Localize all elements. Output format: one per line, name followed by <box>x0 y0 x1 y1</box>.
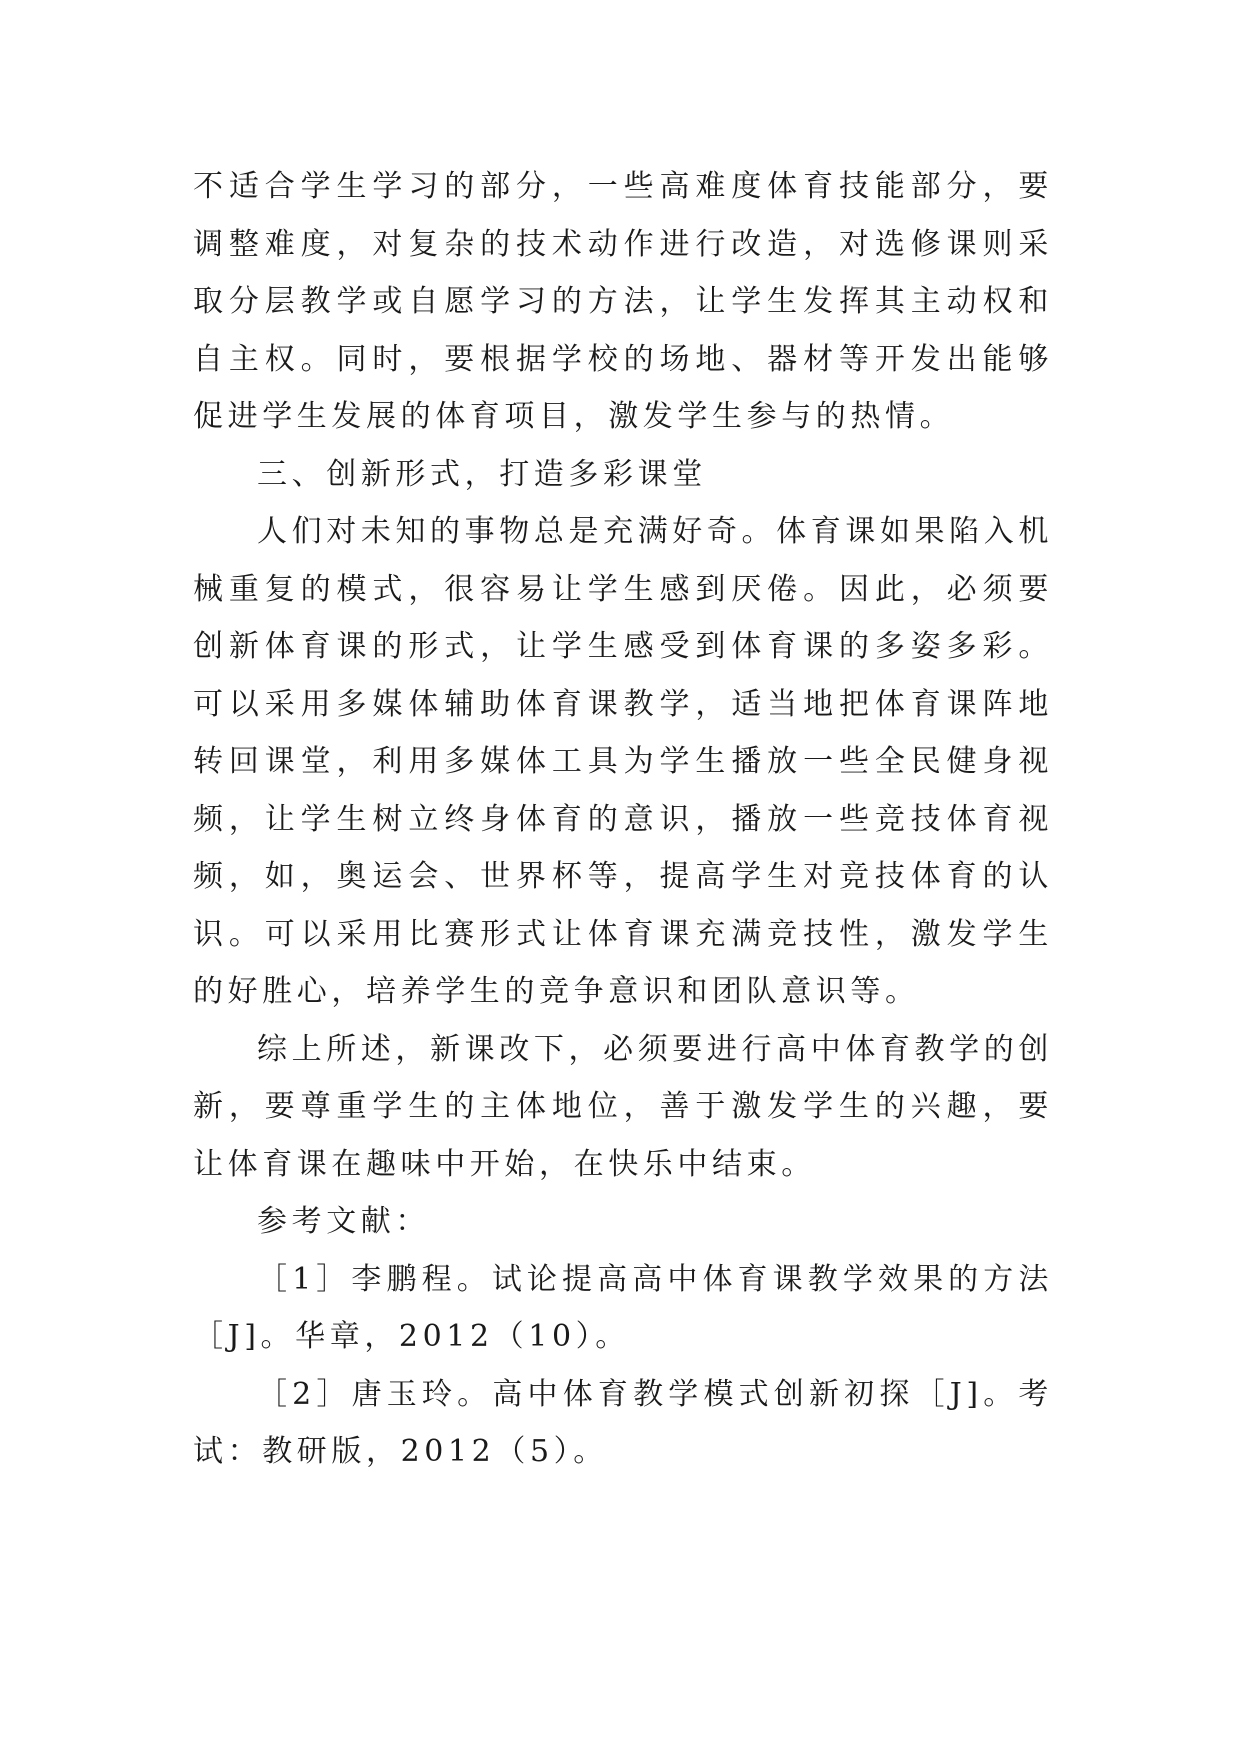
paragraph-continued: 不适合学生学习的部分，一些高难度体育技能部分，要调整难度，对复杂的技术动作进行改造，对选修课则采取分层教学或自愿学习的方法，让学生发挥其主动权和自主权。同时，要根据学校的场地、器材等开发出能够促进学生发展的体育项目，激发学生参与的热情。 <box>193 169 1053 434</box>
section-heading: 三、创新形式，打造多彩课堂 <box>257 456 707 492</box>
reference-item-2: ［2］唐玉玲。高中体育教学模式创新初探［J]。考试：教研版，2012（5）。 <box>193 1376 1053 1469</box>
paragraph-conclusion: 综上所述，新课改下，必须要进行高中体育教学的创新，要尊重学生的主体地位，善于激发学生的兴趣，要让体育课在趣味中开始，在快乐中结束。 <box>193 1031 1053 1182</box>
paragraph-innovation: 人们对未知的事物总是充满好奇。体育课如果陷入机械重复的模式，很容易让学生感到厌倦。因此，必须要创新体育课的形式，让学生感受到体育课的多姿多彩。可以采用多媒体辅助体育课教学，适当地把体育课阵地转回课堂，利用多媒体工具为学生播放一些全民健身视频，让学生树立终身体育的意识，播放一些竞技体育视频，如，奥运会、世界杯等，提高学生对竞技体育的认识。可以采用比赛形式让体育课充满竞技性，激发学生的好胜心，培养学生的竞争意识和团队意识等。 <box>193 514 1053 1009</box>
reference-item-1: ［1］李鹏程。试论提高高中体育课教学效果的方法［J]。华章，2012（10）。 <box>193 1261 1053 1354</box>
document-body <box>193 158 1053 1481</box>
references-title: 参考文献： <box>257 1204 430 1239</box>
